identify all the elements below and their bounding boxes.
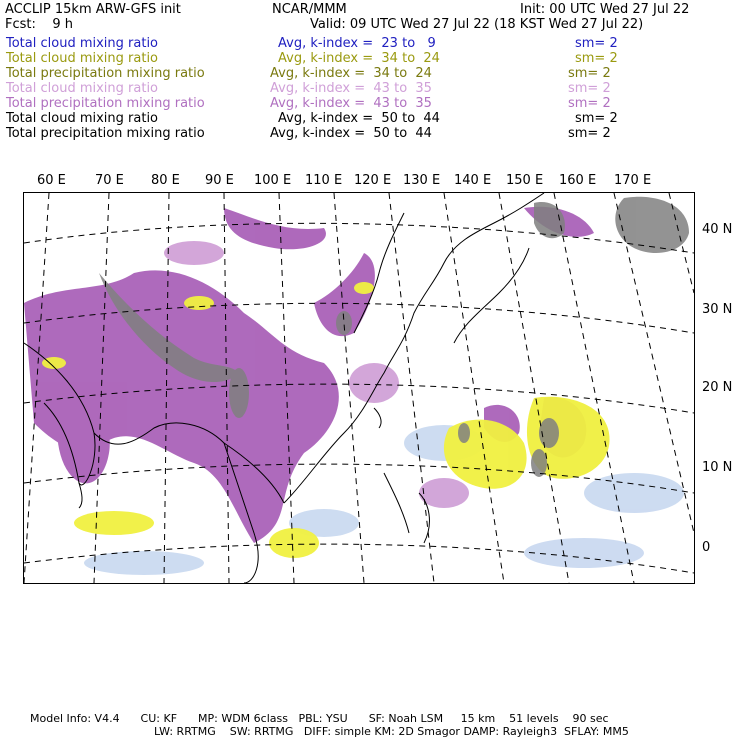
field-name: Total precipitation mixing ratio <box>6 96 205 111</box>
field-sm: sm= 2 <box>568 66 611 81</box>
field-sm: sm= 2 <box>568 81 611 96</box>
field-avg: Avg, k-index = 43 to 35 <box>270 81 432 96</box>
purple-field <box>24 207 594 543</box>
lon-label: 110 E <box>305 173 343 188</box>
field-sm: sm= 2 <box>575 36 618 51</box>
field-name: Total cloud mixing ratio <box>6 111 159 126</box>
lon-label: 170 E <box>614 173 652 188</box>
lat-label: 30 N <box>702 302 733 317</box>
field-name: Total precipitation mixing ratio <box>6 66 205 81</box>
map-canvas <box>24 193 694 583</box>
field-avg: Avg, k-index = 23 to 9 <box>278 36 436 51</box>
field-legend <box>0 36 740 146</box>
lon-label: 150 E <box>506 173 544 188</box>
field-name: Total cloud mixing ratio <box>6 36 159 51</box>
field-name: Total cloud mixing ratio <box>6 81 159 96</box>
field-avg: Avg, k-index = 34 to 24 <box>278 51 440 66</box>
lat-label: 20 N <box>702 380 733 395</box>
model-title: ACCLIP 15km ARW-GFS init <box>5 2 181 17</box>
lon-label: 60 E <box>37 173 66 188</box>
lon-label: 140 E <box>454 173 492 188</box>
organization-label: NCAR/MMM <box>272 2 347 17</box>
field-avg: Avg, k-index = 50 to 44 <box>270 126 432 141</box>
field-avg: Avg, k-index = 43 to 35 <box>270 96 432 111</box>
field-sm: sm= 2 <box>575 111 618 126</box>
field-avg: Avg, k-index = 34 to 24 <box>270 66 432 81</box>
lon-label: 70 E <box>95 173 124 188</box>
field-avg: Avg, k-index = 50 to 44 <box>278 111 440 126</box>
field-sm: sm= 2 <box>568 126 611 141</box>
model-info-line-2: LW: RRTMG SW: RRTMG DIFF: simple KM: 2D Smagor DAMP: Rayleigh3 SFLAY: MM5 <box>154 725 629 738</box>
valid-time: Valid: 09 UTC Wed 27 Jul 22 (18 KST Wed 27 Jul 22) <box>310 17 644 32</box>
lon-label: 90 E <box>205 173 234 188</box>
map-panel <box>23 192 695 584</box>
lon-label: 130 E <box>403 173 441 188</box>
lat-label: 10 N <box>702 460 733 475</box>
field-name: Total cloud mixing ratio <box>6 51 159 66</box>
lon-label: 100 E <box>254 173 292 188</box>
lat-label: 0 <box>702 540 711 555</box>
forecast-hour: Fcst: 9 h <box>5 17 74 32</box>
init-time: Init: 00 UTC Wed 27 Jul 22 <box>520 2 690 17</box>
field-name: Total precipitation mixing ratio <box>6 126 205 141</box>
field-sm: sm= 2 <box>568 96 611 111</box>
lon-label: 80 E <box>151 173 180 188</box>
lon-label: 120 E <box>354 173 392 188</box>
lat-label: 40 N <box>702 222 733 237</box>
model-info-line-1: Model Info: V4.4 CU: KF MP: WDM 6class PBL: YSU SF: Noah LSM 15 km 51 levels 90 sec <box>30 712 609 725</box>
lon-label: 160 E <box>559 173 597 188</box>
field-sm: sm= 2 <box>575 51 618 66</box>
